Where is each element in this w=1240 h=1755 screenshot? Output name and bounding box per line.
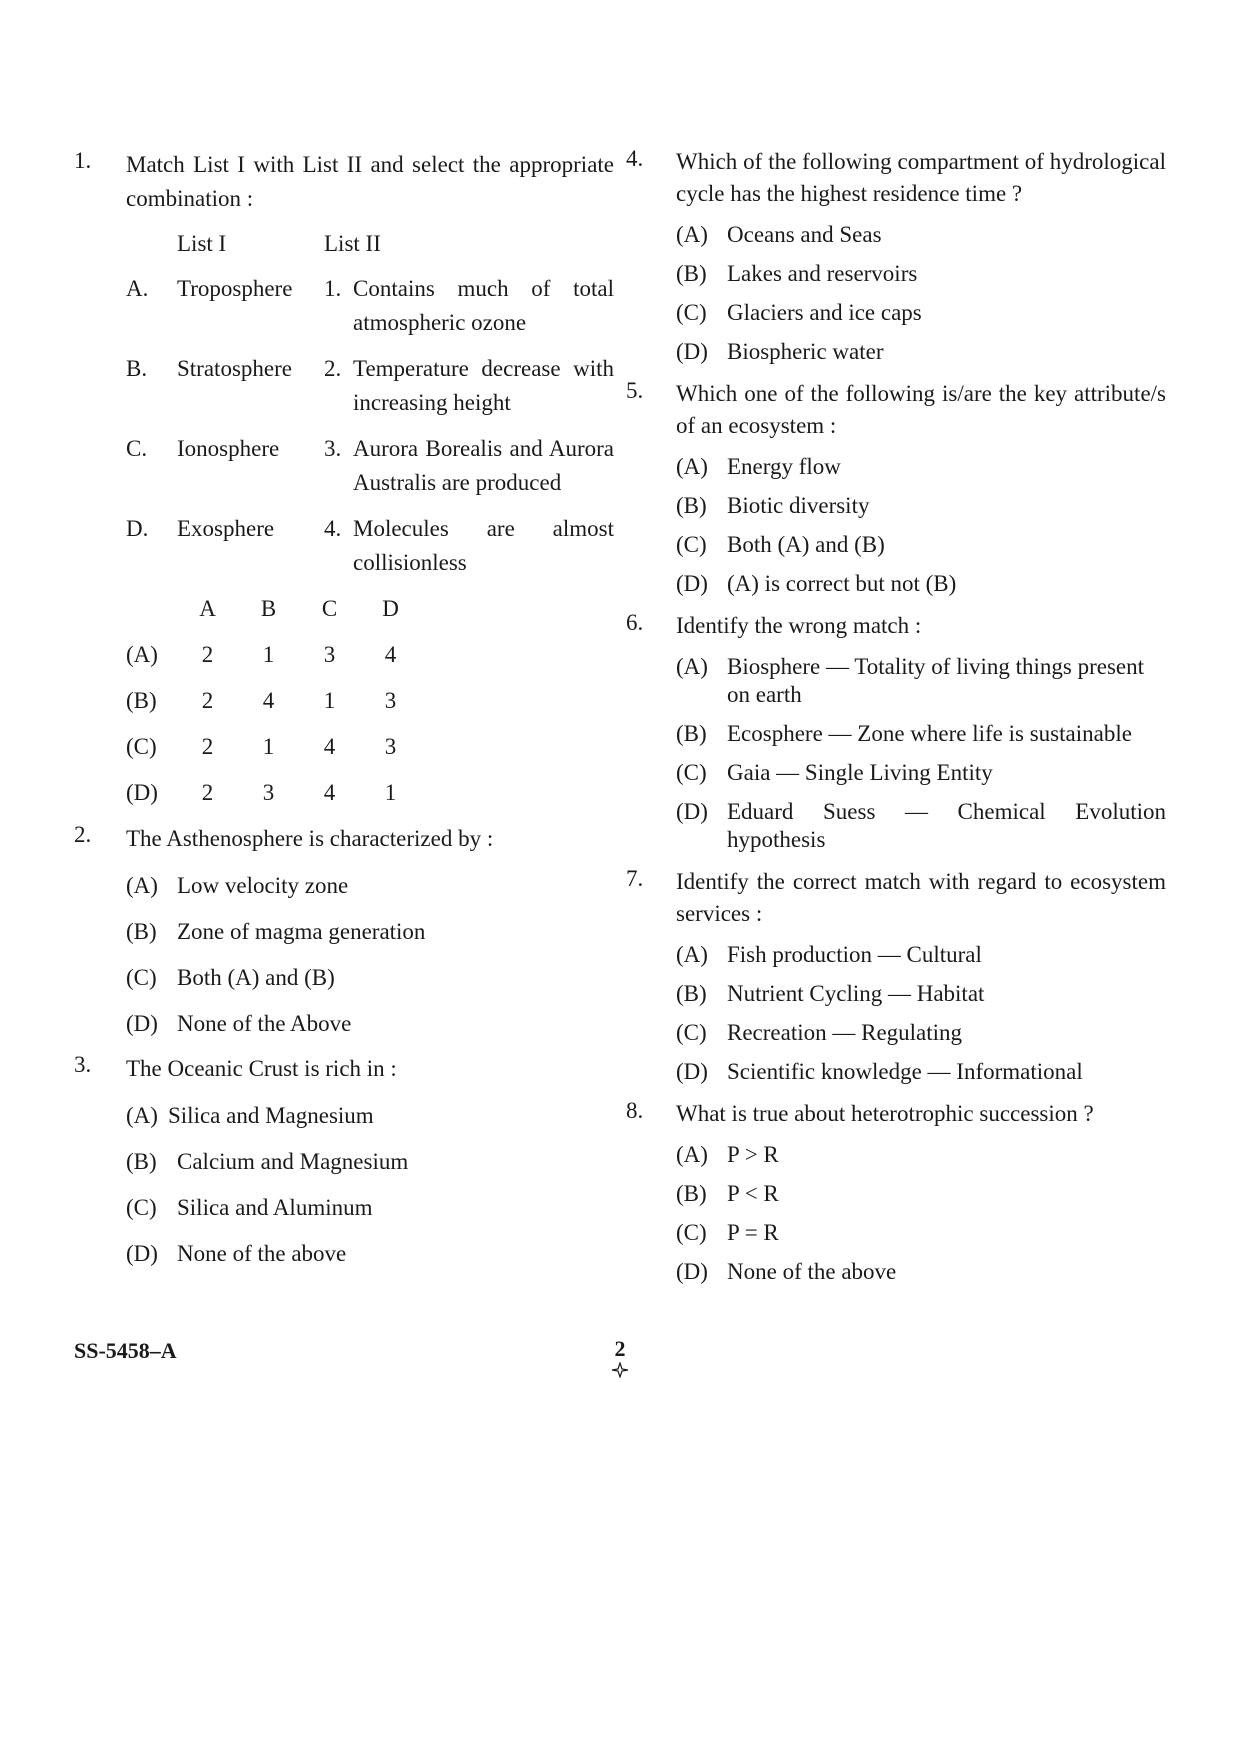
match-row xyxy=(126,432,614,500)
answer-value: 3 xyxy=(384,688,397,713)
question-number: 7. xyxy=(626,866,644,891)
option-label: (C) xyxy=(126,734,157,759)
answer-column-header: B xyxy=(260,596,277,621)
option-text: Both (A) and (B) xyxy=(177,965,335,990)
answer-value: 1 xyxy=(384,780,397,805)
answer-value: 2 xyxy=(201,734,214,759)
answer-value: 2 xyxy=(201,642,214,667)
question-7 xyxy=(626,866,1166,1086)
option-d[interactable] xyxy=(676,338,1166,366)
option-text: Lakes and reservoirs xyxy=(727,261,918,286)
option-text: Low velocity zone xyxy=(177,873,349,898)
answer-option-b[interactable] xyxy=(126,684,614,718)
option-label: (A) xyxy=(676,454,708,479)
option-text: Eduard Suess — Chemical Evolution hypothesis xyxy=(727,799,1166,852)
question-4 xyxy=(626,146,1166,366)
answer-column-header: C xyxy=(321,596,338,621)
option-text: Recreation — Regulating xyxy=(727,1020,963,1045)
match-row-term: Ionosphere xyxy=(177,436,280,461)
match-row-label: D. xyxy=(126,516,149,541)
list-1-header: List I xyxy=(177,231,227,256)
option-b[interactable] xyxy=(676,492,1166,520)
option-label: (A) xyxy=(676,222,708,247)
answer-value: 1 xyxy=(262,642,275,667)
option-label: (A) xyxy=(676,942,708,967)
option-c[interactable] xyxy=(676,531,1166,559)
option-b[interactable] xyxy=(126,916,614,948)
option-text: Gaia — Single Living Entity xyxy=(727,760,993,785)
question-text: Which of the following compartment of hydrological cycle has the highest residence time ? xyxy=(676,149,1166,206)
question-text: The Asthenosphere is characterized by : xyxy=(126,826,494,851)
question-text: Identify the correct match with regard to ecosystem services : xyxy=(676,869,1166,926)
option-label: (D) xyxy=(676,1059,708,1084)
option-text: Glaciers and ice caps xyxy=(727,300,922,325)
answer-value: 3 xyxy=(384,734,397,759)
option-label: (B) xyxy=(676,261,707,286)
option-c[interactable] xyxy=(126,962,614,994)
question-number: 8. xyxy=(626,1098,644,1123)
option-label: (A) xyxy=(126,642,158,667)
match-row-label: B. xyxy=(126,356,148,381)
option-a[interactable] xyxy=(676,1141,1166,1169)
match-row-number: 2. xyxy=(324,356,342,381)
option-text: Biotic diversity xyxy=(727,493,870,518)
question-number: 1. xyxy=(74,148,92,173)
option-b[interactable] xyxy=(126,1146,614,1178)
option-label: (B) xyxy=(126,919,157,944)
option-text: Energy flow xyxy=(727,454,841,479)
answer-value: 4 xyxy=(262,688,275,713)
answer-value: 2 xyxy=(201,688,214,713)
option-text: Nutrient Cycling — Habitat xyxy=(727,981,985,1006)
question-text: Match List I with List II and select the appropriate combination : xyxy=(126,152,614,211)
option-text: Fish production — Cultural xyxy=(727,942,982,967)
option-c[interactable] xyxy=(676,299,1166,327)
question-text: Identify the wrong match : xyxy=(676,613,922,638)
option-label: (C) xyxy=(676,760,707,785)
option-a[interactable] xyxy=(676,221,1166,249)
option-b[interactable] xyxy=(676,980,1166,1008)
answer-value: 2 xyxy=(201,780,214,805)
paper-code: SS-5458–A xyxy=(74,1338,177,1363)
match-row-term: Troposphere xyxy=(177,276,293,301)
answer-value: 4 xyxy=(323,780,336,805)
option-a[interactable] xyxy=(126,870,614,902)
question-8 xyxy=(626,1098,1166,1286)
answer-option-a[interactable] xyxy=(126,638,614,672)
right-column xyxy=(626,146,1166,1286)
option-text: Biospheric water xyxy=(727,339,884,364)
option-label: (D) xyxy=(126,1011,158,1036)
option-d[interactable] xyxy=(126,1008,614,1040)
match-row xyxy=(126,512,614,580)
option-label: (A) xyxy=(126,1103,158,1128)
option-label: (A) xyxy=(126,873,158,898)
option-label: (D) xyxy=(126,1241,158,1266)
match-row-label: A. xyxy=(126,276,149,301)
option-label: (C) xyxy=(126,965,157,990)
page-number: 2 xyxy=(614,1336,626,1361)
match-row-description: Aurora Borealis and Aurora Australis are produced xyxy=(353,436,614,495)
option-label: (B) xyxy=(676,721,707,746)
option-a[interactable] xyxy=(676,941,1166,969)
question-number: 4. xyxy=(626,146,644,171)
option-b[interactable] xyxy=(676,260,1166,288)
question-number: 2. xyxy=(74,822,92,847)
option-c[interactable] xyxy=(676,1219,1166,1247)
option-label: (B) xyxy=(126,1149,157,1174)
question-1 xyxy=(74,148,614,216)
answer-value: 4 xyxy=(323,734,336,759)
option-d[interactable] xyxy=(676,570,1166,598)
option-a[interactable] xyxy=(126,1100,614,1132)
answer-key-header xyxy=(126,592,614,626)
option-text: P < R xyxy=(727,1181,779,1206)
option-label: (B) xyxy=(126,688,157,713)
question-text: The Oceanic Crust is rich in : xyxy=(126,1056,397,1081)
option-c[interactable] xyxy=(676,759,1166,787)
option-label: (B) xyxy=(676,1181,707,1206)
option-label: (C) xyxy=(676,532,707,557)
match-row-description: Temperature decrease with increasing height xyxy=(353,356,614,415)
match-row-term: Exosphere xyxy=(177,516,275,541)
option-a[interactable] xyxy=(676,453,1166,481)
match-list-headers xyxy=(126,228,614,260)
question-number: 6. xyxy=(626,610,644,635)
option-text: Oceans and Seas xyxy=(727,222,882,247)
option-label: (D) xyxy=(126,780,158,805)
answer-column-header: D xyxy=(382,596,399,621)
match-row-number: 1. xyxy=(324,276,342,301)
option-label: (A) xyxy=(676,1142,708,1167)
option-d[interactable] xyxy=(126,1238,614,1270)
option-text: None of the above xyxy=(727,1259,897,1284)
question-text: Which one of the following is/are the key attribute/s of an ecosystem : xyxy=(676,381,1166,438)
option-text: Silica and Magnesium xyxy=(168,1103,374,1128)
option-text: Zone of magma generation xyxy=(177,919,426,944)
option-text: P > R xyxy=(727,1142,779,1167)
option-label: (C) xyxy=(676,300,707,325)
question-number: 3. xyxy=(74,1052,92,1077)
list-2-header: List II xyxy=(324,231,381,256)
answer-value: 4 xyxy=(384,642,397,667)
option-label: (C) xyxy=(676,1020,707,1045)
match-row xyxy=(126,272,614,340)
match-row-number: 4. xyxy=(324,516,342,541)
option-c[interactable] xyxy=(126,1192,614,1224)
answer-value: 3 xyxy=(323,642,336,667)
option-label: (D) xyxy=(676,339,708,364)
option-label: (B) xyxy=(676,493,707,518)
option-text: Calcium and Magnesium xyxy=(177,1149,409,1174)
match-row xyxy=(126,352,614,420)
answer-value: 1 xyxy=(262,734,275,759)
option-text: Scientific knowledge — Informational xyxy=(727,1059,1083,1084)
question-5 xyxy=(626,378,1166,598)
option-text: (A) is correct but not (B) xyxy=(727,571,957,596)
option-label: (D) xyxy=(676,799,708,824)
option-text: Silica and Aluminum xyxy=(177,1195,373,1220)
option-label: (D) xyxy=(676,1259,708,1284)
option-text: Biosphere — Totality of living things present on earth xyxy=(727,654,1145,707)
option-c[interactable] xyxy=(676,1019,1166,1047)
option-label: (C) xyxy=(676,1220,707,1245)
answer-option-d[interactable] xyxy=(126,776,614,810)
question-3 xyxy=(74,1052,614,1086)
option-text: Ecosphere — Zone where life is sustainable xyxy=(727,721,1132,746)
answer-option-c[interactable] xyxy=(126,730,614,764)
question-2 xyxy=(74,822,614,856)
registration-mark-icon xyxy=(610,1362,630,1378)
question-number: 5. xyxy=(626,378,644,403)
option-text: P = R xyxy=(727,1220,779,1245)
option-text: Both (A) and (B) xyxy=(727,532,885,557)
match-row-label: C. xyxy=(126,436,148,461)
option-d[interactable] xyxy=(676,1258,1166,1286)
option-a[interactable] xyxy=(676,653,1166,709)
answer-value: 3 xyxy=(262,780,275,805)
answer-column-header: A xyxy=(199,596,216,621)
option-label: (B) xyxy=(676,981,707,1006)
match-row-description: Molecules are almost collisionless xyxy=(353,516,614,575)
match-row-description: Contains much of total atmospheric ozone xyxy=(353,276,614,335)
option-d[interactable] xyxy=(676,1058,1166,1086)
option-b[interactable] xyxy=(676,1180,1166,1208)
option-b[interactable] xyxy=(676,720,1166,748)
left-column xyxy=(74,148,614,1270)
option-d[interactable] xyxy=(676,798,1166,854)
answer-value: 1 xyxy=(323,688,336,713)
option-label: (A) xyxy=(676,654,708,679)
option-label: (C) xyxy=(126,1195,157,1220)
option-text: None of the above xyxy=(177,1241,347,1266)
question-6 xyxy=(626,610,1166,854)
match-row-number: 3. xyxy=(324,436,342,461)
option-text: None of the Above xyxy=(177,1011,352,1036)
option-label: (D) xyxy=(676,571,708,596)
question-text: What is true about heterotrophic succession ? xyxy=(676,1101,1094,1126)
match-row-term: Stratosphere xyxy=(177,356,292,381)
